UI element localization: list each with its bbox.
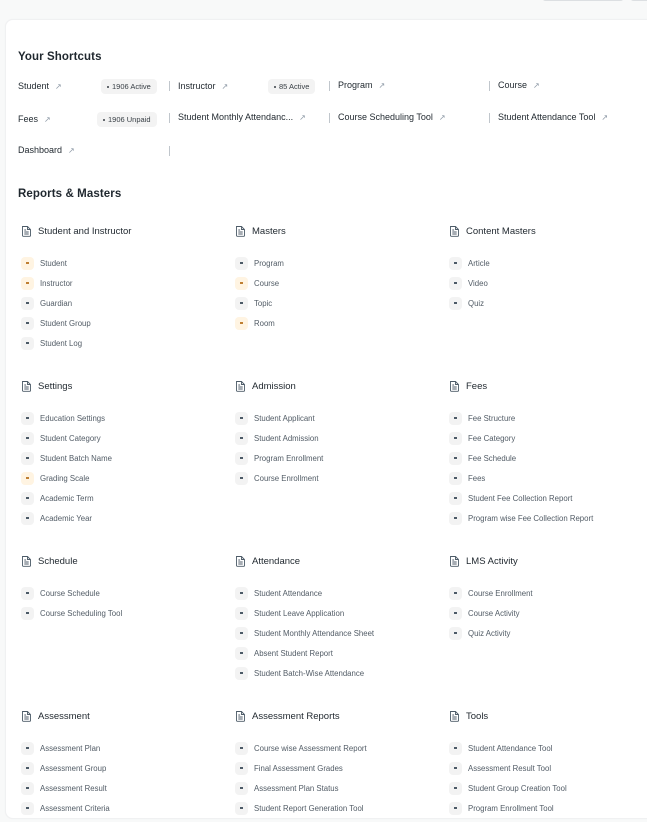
shortcut-label: Course: [498, 80, 528, 90]
link-label: Course Scheduling Tool: [40, 608, 123, 618]
shortcut-divider: [489, 113, 490, 123]
link-label: Assessment Result: [40, 783, 107, 793]
group-header: [449, 709, 647, 723]
group-links: [449, 738, 647, 818]
report-link-video[interactable]: [449, 273, 647, 293]
link-label: Grading Scale: [40, 473, 90, 483]
file-text-icon: [21, 225, 38, 237]
status-indicator-icon: [235, 257, 248, 270]
status-indicator-icon: [21, 257, 34, 270]
report-link-assessment-plan-status[interactable]: [235, 778, 435, 798]
group-header: [235, 709, 435, 723]
group-links: [21, 738, 221, 818]
arrow-up-right-icon: ↗: [68, 145, 75, 155]
group-title: Settings: [38, 380, 73, 392]
group-title: Tools: [466, 710, 489, 722]
top-menu-button[interactable]: [630, 0, 647, 1]
status-indicator-icon: [21, 432, 34, 445]
shortcut-divider: [169, 81, 170, 91]
link-label: Topic: [254, 298, 273, 308]
report-link-fees[interactable]: [449, 468, 647, 488]
report-group-content-masters: [449, 224, 647, 313]
status-indicator-icon: [21, 587, 34, 600]
link-label: Fees: [468, 473, 486, 483]
link-label: Program Enrollment: [254, 453, 324, 463]
status-indicator-icon: [21, 802, 34, 815]
arrow-up-right-icon: ↗: [378, 80, 386, 90]
link-label: Course Activity: [468, 608, 520, 618]
shortcut-label: Fees: [18, 114, 39, 124]
arrow-up-right-icon: ↗: [44, 114, 51, 124]
status-indicator-icon: [21, 337, 34, 350]
arrow-up-right-icon: ↗: [221, 81, 229, 91]
status-indicator-icon: [449, 587, 462, 600]
file-text-icon: [449, 710, 466, 722]
file-text-icon: [21, 380, 38, 392]
file-text-icon: [449, 380, 466, 392]
status-indicator-icon: [235, 277, 248, 290]
status-indicator-icon: [21, 452, 34, 465]
link-label: Student Admission: [254, 433, 319, 443]
link-label: Video: [468, 278, 488, 288]
shortcut-divider: [489, 81, 490, 91]
link-label: Academic Year: [40, 513, 93, 523]
link-label: Academic Term: [40, 493, 94, 503]
status-indicator-icon: [449, 297, 462, 310]
group-header: [21, 709, 221, 723]
link-label: Student Fee Collection Report: [468, 493, 573, 503]
link-label: Assessment Plan: [40, 743, 101, 753]
report-link-course-scheduling-tool[interactable]: [21, 603, 221, 623]
arrow-up-right-icon: ↗: [438, 112, 446, 122]
report-link-quiz[interactable]: [449, 293, 647, 313]
shortcut-course[interactable]: [498, 80, 540, 90]
report-link-final-assessment-grades[interactable]: [235, 758, 435, 778]
link-label: Course: [254, 278, 280, 288]
link-label: Course wise Assessment Report: [254, 743, 367, 753]
report-link-student-attendance-tool[interactable]: [449, 738, 647, 758]
shortcut-label: Student: [18, 81, 50, 91]
status-indicator-icon: [235, 412, 248, 425]
group-title: Assessment: [38, 710, 90, 722]
status-badge: [97, 112, 157, 127]
group-header: [449, 224, 647, 238]
report-link-academic-year[interactable]: [21, 508, 221, 528]
report-link-student-category[interactable]: [21, 428, 221, 448]
status-indicator-icon: [235, 802, 248, 815]
link-label: Student Log: [40, 338, 83, 348]
status-indicator-icon: [21, 492, 34, 505]
status-indicator-icon: [449, 277, 462, 290]
report-link-assessment-result[interactable]: [21, 778, 221, 798]
link-label: Course Enrollment: [468, 588, 533, 598]
group-links: [235, 738, 435, 818]
report-link-student-monthly-attendance-sheet[interactable]: [235, 623, 435, 643]
report-link-course-enrollment[interactable]: [235, 468, 435, 488]
group-links: [21, 253, 221, 353]
group-title: Content Masters: [466, 225, 536, 237]
link-label: Student Attendance Tool: [468, 743, 553, 753]
group-links: [235, 408, 435, 488]
report-link-course-activity[interactable]: [449, 603, 647, 623]
link-label: Guardian: [40, 298, 73, 308]
file-text-icon: [235, 555, 252, 567]
status-indicator-icon: [449, 742, 462, 755]
dot-icon: [274, 86, 276, 88]
link-label: Student Monthly Attendance Sheet: [254, 628, 375, 638]
status-indicator-icon: [21, 512, 34, 525]
link-label: Student Group Creation Tool: [468, 783, 567, 793]
report-link-program-enrollment-tool[interactable]: [449, 798, 647, 818]
report-link-fee-structure[interactable]: [449, 408, 647, 428]
group-header: [235, 379, 435, 393]
shortcut-dashboard[interactable]: [18, 145, 75, 155]
report-link-student-group-creation-tool[interactable]: [449, 778, 647, 798]
status-indicator-icon: [449, 762, 462, 775]
link-label: Quiz Activity: [468, 628, 511, 638]
status-badge: [268, 79, 315, 94]
file-text-icon: [235, 225, 252, 237]
report-link-program-wise-fee-collection-report[interactable]: [449, 508, 647, 528]
status-indicator-icon: [21, 412, 34, 425]
status-indicator-icon: [449, 512, 462, 525]
report-link-student[interactable]: [21, 253, 221, 273]
report-link-student-log[interactable]: [21, 333, 221, 353]
shortcut-label: Instructor: [178, 81, 216, 91]
status-indicator-icon: [235, 587, 248, 600]
file-text-icon: [449, 225, 466, 237]
report-link-student-batch-name[interactable]: [21, 448, 221, 468]
group-links: [449, 253, 647, 313]
report-link-instructor[interactable]: [21, 273, 221, 293]
link-label: Room: [254, 318, 275, 328]
link-label: Student Attendance: [254, 588, 323, 598]
report-group-masters: [235, 224, 435, 333]
report-group-attendance: [235, 554, 435, 683]
link-label: Assessment Criteria: [40, 803, 110, 813]
report-link-grading-scale[interactable]: [21, 468, 221, 488]
link-label: Fee Category: [468, 433, 516, 443]
report-link-student-batch-wise-attendance[interactable]: [235, 663, 435, 683]
status-indicator-icon: [21, 277, 34, 290]
shortcut-divider: [169, 146, 170, 156]
status-indicator-icon: [449, 432, 462, 445]
group-links: [235, 583, 435, 683]
link-label: Education Settings: [40, 413, 106, 423]
status-indicator-icon: [21, 317, 34, 330]
badge-text: 85 Active: [279, 82, 310, 91]
report-link-program-enrollment[interactable]: [235, 448, 435, 468]
reports-title: Reports & Masters: [18, 188, 122, 200]
shortcut-student-monthly-attendanc[interactable]: [178, 112, 306, 122]
status-indicator-icon: [235, 432, 248, 445]
status-indicator-icon: [235, 742, 248, 755]
report-link-student-report-generation-tool[interactable]: [235, 798, 435, 818]
status-indicator-icon: [449, 472, 462, 485]
status-indicator-icon: [235, 317, 248, 330]
group-header: [449, 554, 647, 568]
link-label: Program Enrollment Tool: [468, 803, 554, 813]
link-label: Student Report Generation Tool: [254, 803, 364, 813]
shortcut-program[interactable]: [338, 80, 385, 90]
arrow-up-right-icon: ↗: [533, 80, 540, 90]
report-link-academic-term[interactable]: [21, 488, 221, 508]
status-indicator-icon: [235, 297, 248, 310]
status-indicator-icon: [21, 607, 34, 620]
file-text-icon: [235, 380, 252, 392]
report-group-settings: [21, 379, 221, 528]
group-links: [449, 583, 647, 643]
status-indicator-icon: [21, 297, 34, 310]
dot-icon: [103, 119, 105, 121]
group-title: Masters: [252, 225, 286, 237]
arrow-up-right-icon: ↗: [55, 81, 62, 91]
link-label: Program: [254, 258, 284, 268]
status-indicator-icon: [235, 452, 248, 465]
badge-text: 1906 Unpaid: [108, 115, 151, 124]
group-title: Admission: [252, 380, 296, 392]
report-link-course[interactable]: [235, 273, 435, 293]
link-label: Course Enrollment: [254, 473, 319, 483]
report-group-lms-activity: [449, 554, 647, 643]
status-indicator-icon: [235, 762, 248, 775]
report-link-student-attendance[interactable]: [235, 583, 435, 603]
link-label: Assessment Group: [40, 763, 107, 773]
status-indicator-icon: [21, 742, 34, 755]
arrow-up-right-icon: ↗: [601, 112, 609, 122]
link-label: Student Applicant: [254, 413, 315, 423]
group-links: [235, 253, 435, 333]
report-group-schedule: [21, 554, 221, 623]
shortcut-divider: [329, 81, 330, 91]
group-links: [21, 583, 221, 623]
status-indicator-icon: [21, 782, 34, 795]
report-link-guardian[interactable]: [21, 293, 221, 313]
shortcut-divider: [169, 113, 170, 123]
status-indicator-icon: [449, 257, 462, 270]
shortcut-fees[interactable]: [18, 114, 51, 124]
group-header: [449, 379, 647, 393]
report-link-assessment-criteria[interactable]: [21, 798, 221, 818]
status-indicator-icon: [235, 627, 248, 640]
link-label: Student Batch Name: [40, 453, 112, 463]
status-indicator-icon: [235, 647, 248, 660]
status-indicator-icon: [235, 667, 248, 680]
group-header: [235, 554, 435, 568]
status-indicator-icon: [449, 492, 462, 505]
report-group-student-and-instructor: [21, 224, 221, 353]
link-label: Assessment Plan Status: [254, 783, 339, 793]
report-link-fee-category[interactable]: [449, 428, 647, 448]
link-label: Student Leave Application: [254, 608, 345, 618]
shortcut-course-scheduling-tool[interactable]: [338, 112, 446, 122]
report-link-course-enrollment[interactable]: [449, 583, 647, 603]
status-indicator-icon: [449, 782, 462, 795]
status-indicator-icon: [235, 472, 248, 485]
top-action-button[interactable]: [542, 0, 624, 1]
group-header: [21, 224, 221, 238]
report-link-assessment-group[interactable]: [21, 758, 221, 778]
file-text-icon: [235, 710, 252, 722]
status-indicator-icon: [449, 627, 462, 640]
report-link-quiz-activity[interactable]: [449, 623, 647, 643]
shortcut-label: Program: [338, 80, 373, 90]
report-link-student-fee-collection-report[interactable]: [449, 488, 647, 508]
link-label: Fee Schedule: [468, 453, 517, 463]
report-link-course-wise-assessment-report[interactable]: [235, 738, 435, 758]
status-badge: [101, 79, 157, 94]
status-indicator-icon: [449, 607, 462, 620]
status-indicator-icon: [449, 452, 462, 465]
report-group-fees: [449, 379, 647, 528]
shortcut-student[interactable]: [18, 81, 62, 91]
report-link-assessment-result-tool[interactable]: [449, 758, 647, 778]
link-label: Program wise Fee Collection Report: [468, 513, 594, 523]
group-title: Attendance: [252, 555, 301, 567]
shortcut-instructor[interactable]: [178, 81, 228, 91]
group-title: Fees: [466, 380, 488, 392]
shortcut-label: Student Attendance Tool: [498, 112, 596, 122]
group-header: [21, 379, 221, 393]
link-label: Fee Structure: [468, 413, 516, 423]
status-indicator-icon: [235, 607, 248, 620]
report-link-education-settings[interactable]: [21, 408, 221, 428]
badge-text: 1906 Active: [112, 82, 151, 91]
link-label: Instructor: [40, 278, 73, 288]
file-text-icon: [449, 555, 466, 567]
report-group-assessment-reports: [235, 709, 435, 818]
link-label: Absent Student Report: [254, 648, 333, 658]
group-links: [21, 408, 221, 528]
report-link-fee-schedule[interactable]: [449, 448, 647, 468]
shortcut-label: Dashboard: [18, 145, 63, 155]
report-link-assessment-plan[interactable]: [21, 738, 221, 758]
report-link-student-admission[interactable]: [235, 428, 435, 448]
report-link-topic[interactable]: [235, 293, 435, 313]
group-title: Student and Instructor: [38, 225, 132, 237]
shortcut-label: Student Monthly Attendanc...: [178, 112, 294, 122]
status-indicator-icon: [235, 782, 248, 795]
group-header: [235, 224, 435, 238]
report-link-student-leave-application[interactable]: [235, 603, 435, 623]
shortcut-divider: [329, 113, 330, 123]
report-link-article[interactable]: [449, 253, 647, 273]
link-label: Student Batch-Wise Attendance: [254, 668, 365, 678]
report-link-absent-student-report[interactable]: [235, 643, 435, 663]
group-title: LMS Activity: [466, 555, 518, 567]
status-indicator-icon: [449, 802, 462, 815]
group-title: Assessment Reports: [252, 710, 340, 722]
report-group-tools: [449, 709, 647, 818]
shortcuts-title: Your Shortcuts: [18, 51, 102, 63]
shortcut-label: Course Scheduling Tool: [338, 112, 433, 122]
link-label: Course Schedule: [40, 588, 100, 598]
report-group-admission: [235, 379, 435, 488]
file-text-icon: [21, 555, 38, 567]
report-link-student-applicant[interactable]: [235, 408, 435, 428]
group-title: Schedule: [38, 555, 78, 567]
group-links: [449, 408, 647, 528]
shortcut-student-attendance-tool[interactable]: [498, 112, 608, 122]
report-link-student-group[interactable]: [21, 313, 221, 333]
status-indicator-icon: [449, 412, 462, 425]
link-label: Student Group: [40, 318, 91, 328]
link-label: Student: [40, 258, 67, 268]
status-indicator-icon: [21, 472, 34, 485]
status-indicator-icon: [21, 762, 34, 775]
link-label: Student Category: [40, 433, 101, 443]
arrow-up-right-icon: ↗: [299, 112, 306, 122]
report-link-course-schedule[interactable]: [21, 583, 221, 603]
link-label: Assessment Result Tool: [468, 763, 552, 773]
report-group-assessment: [21, 709, 221, 818]
file-text-icon: [21, 710, 38, 722]
dot-icon: [107, 86, 109, 88]
link-label: Final Assessment Grades: [254, 763, 343, 773]
report-link-program[interactable]: [235, 253, 435, 273]
link-label: Article: [468, 258, 490, 268]
group-header: [21, 554, 221, 568]
report-link-room[interactable]: [235, 313, 435, 333]
link-label: Quiz: [468, 298, 485, 308]
